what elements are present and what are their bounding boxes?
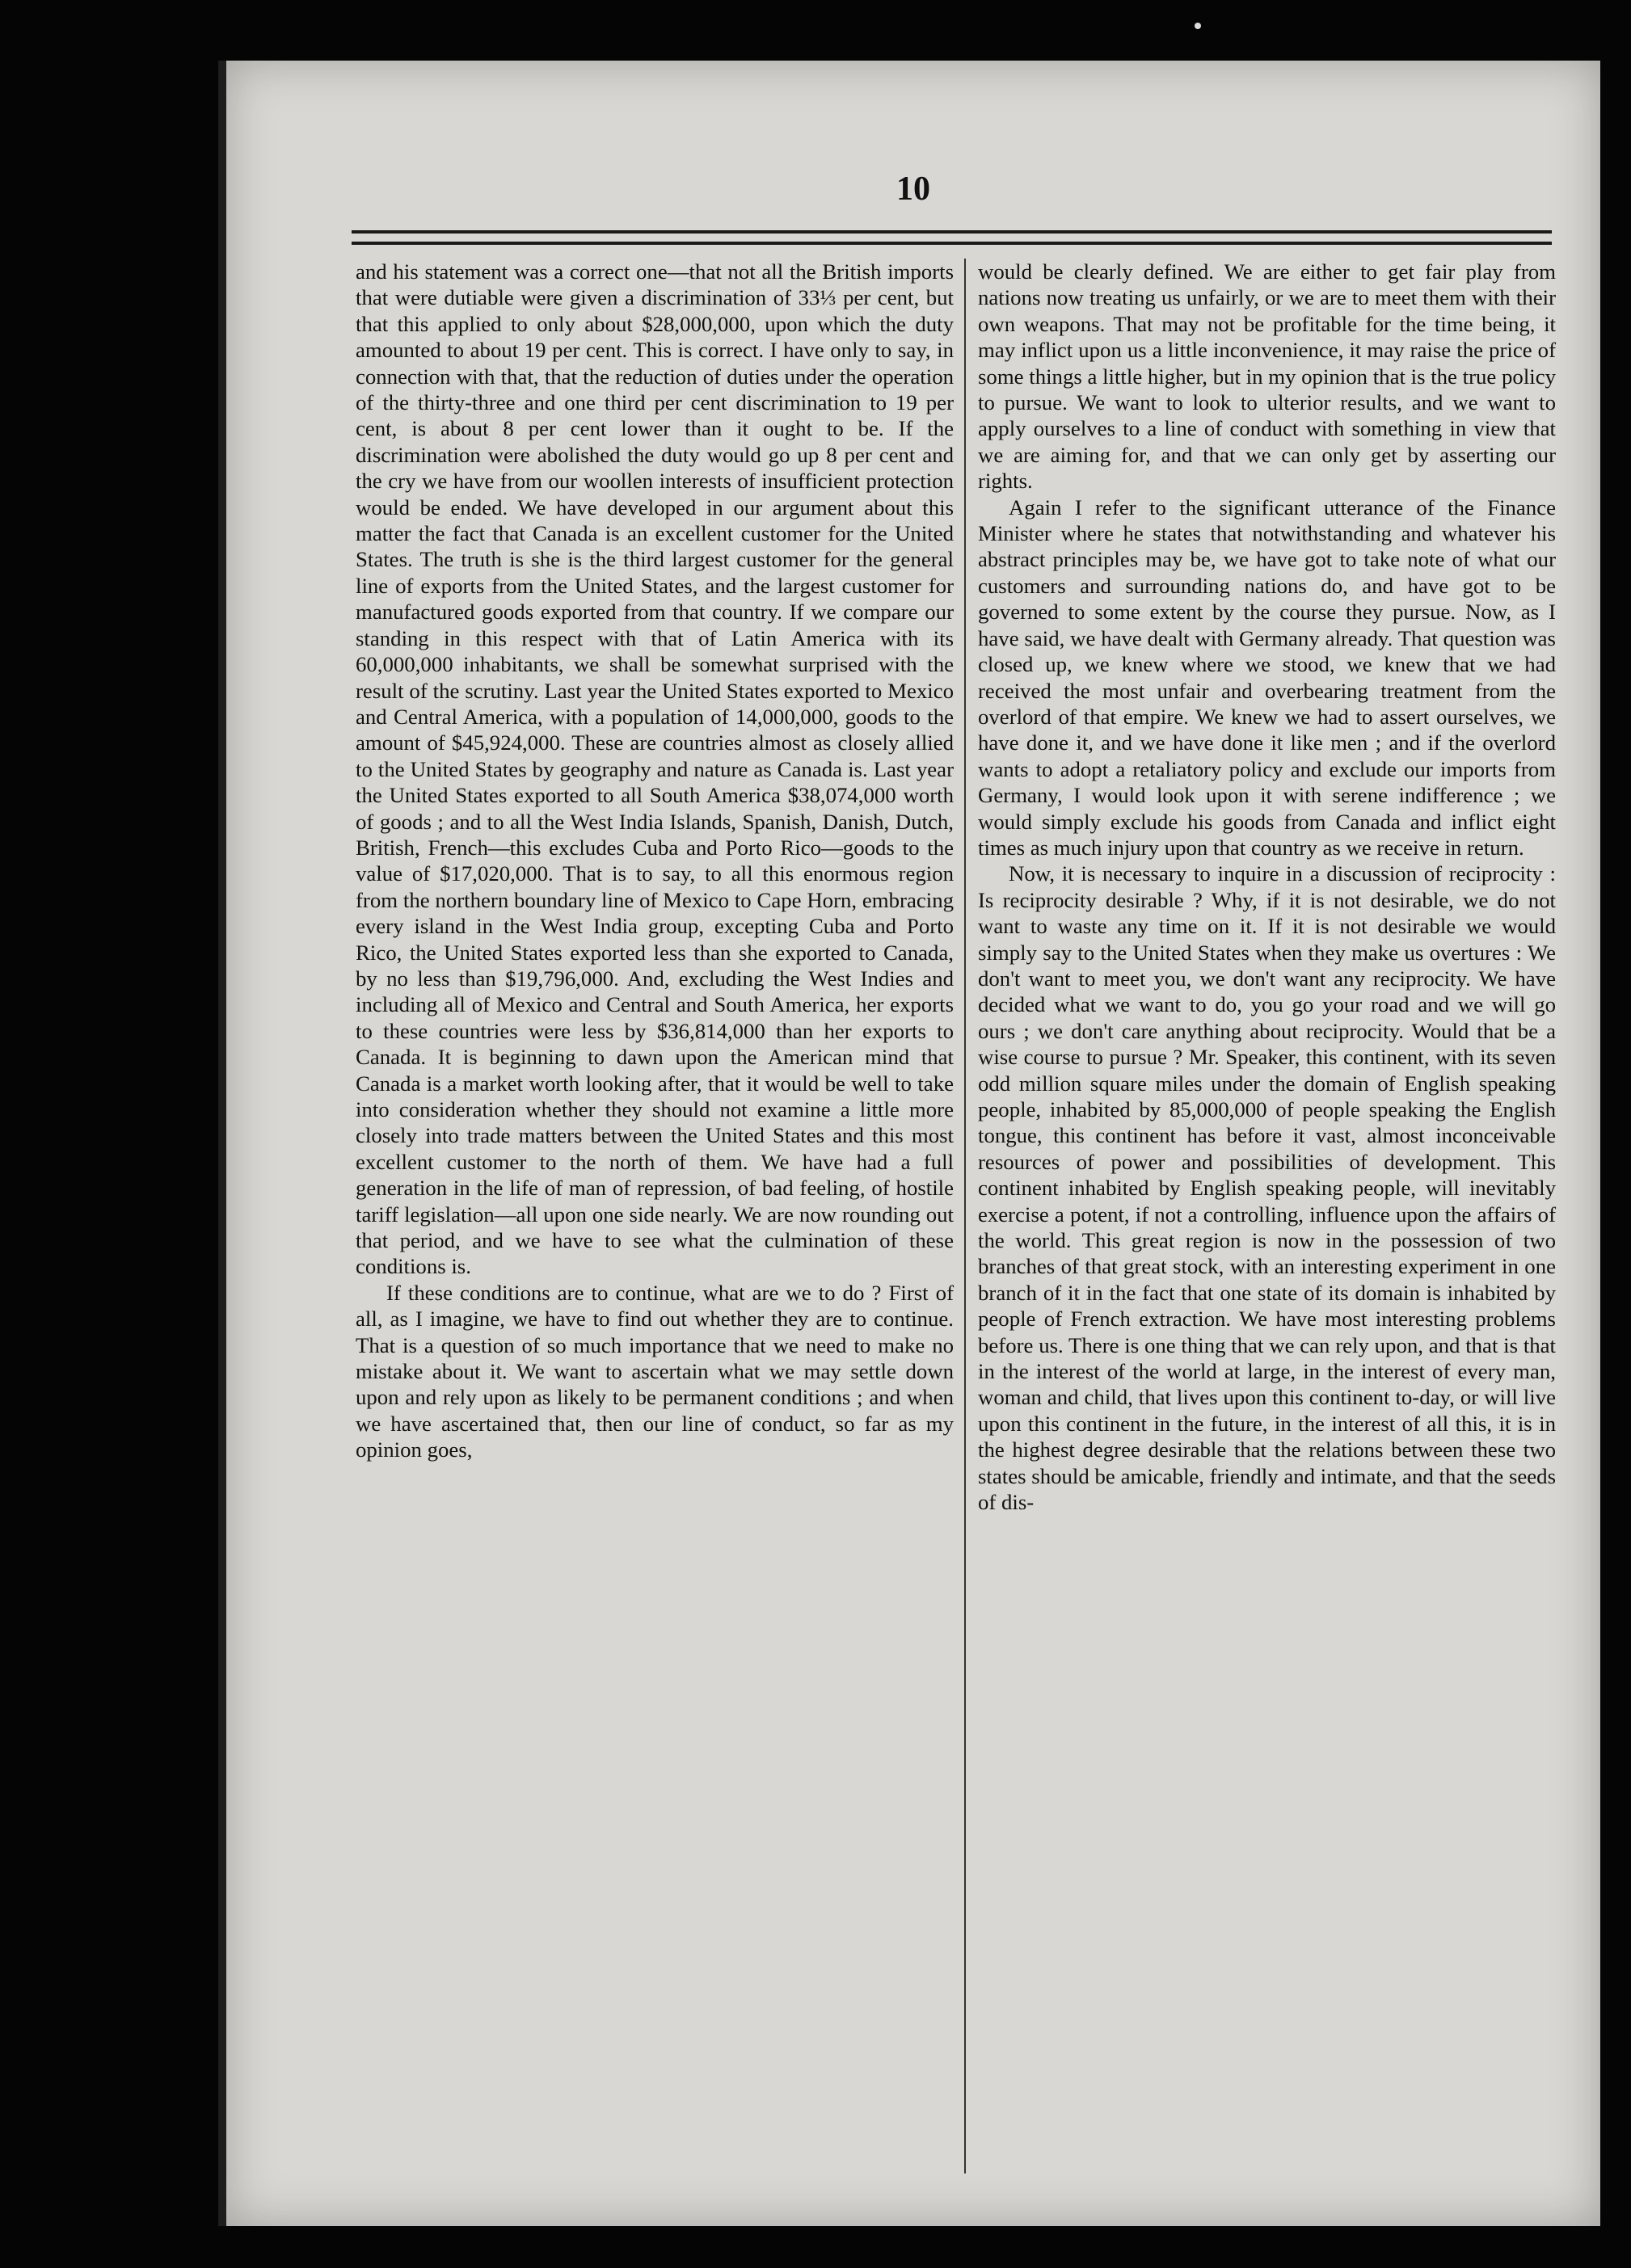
right-paragraph-1: would be clearly defined. We are either to get fair play from nations now treating us unfairly, or we are to meet them with their own weapons. That may not be profitable for the time being, it may inflict upon us a little inconvenience, it may raise the price of some things a little higher, but in my opinion that is the true policy to pursue. We want to look to ulterior results, and we want to apply ourselves to a line of conduct with something in view that we are aiming for, and that we can only get by asserting our rights. <box>978 259 1556 494</box>
left-column <box>356 259 954 2182</box>
header-rule-bottom <box>352 242 1552 245</box>
right-paragraph-3: Now, it is necessary to inquire in a discussion of reciprocity : Is reciprocity desirable ? Why, if it is not desirable, we do not want to waste any time on it. If it is not desirable we would simply say to the United States when they make us overtures : We don't want to meet you, we don't want any reciprocity. We have decided what we want to do, you go your road and we will go ours ; we don't care anything about reciprocity. Would that be a wise course to pursue ? Mr. Speaker, this continent, with its seven odd million square miles under the domain of English speaking people, inhabited by 85,000,000 of people speaking the English tongue, this continent has before it vast, almost inconceivable resources of power and possibilities of development. This continent inhabited by English speaking people, will inevitably exercise a potent, if not a controlling, influence upon the affairs of the world. This great region is now in the possession of two branches of that great stock, with an interesting experiment in one branch of it in the fact that one state of its domain is inhabited by people of French extraction. We have most interesting problems before us. There is one thing that we can rely upon, and that is that in the interest of the world at large, in the interest of every man, woman and child, that lives upon this continent to-day, or will live upon this continent in the future, in the interest of all this, it is in the highest degree desirable that the relations between these two states should be amicable, friendly and intimate, and that the seeds of dis- <box>978 861 1556 1515</box>
scan-speck <box>1195 23 1201 29</box>
column-divider <box>964 259 966 2173</box>
left-paragraph-2: If these conditions are to continue, what are we to do ? First of all, as I imagine, we have to find out whether they are to continue. That is a question of so much importance that we need to make no mistake about it. We want to ascertain what we may settle down upon and rely upon as likely to be permanent conditions ; and when we have ascertained that, then our line of conduct, so far as my opinion goes, <box>356 1280 954 1462</box>
left-paragraph-1: and his statement was a correct one—that not all the British imports that were dutiable were given a discrimination of 33⅓ per cent, but that this applied to only about $28,000,000, upon which the duty amounted to about 19 per cent. This is correct. I have only to say, in connection with that, that the reduction of duties under the operation of the thirty-three and one third per cent discrimination to 19 per cent, is about 8 per cent lower than it ought to be. If the discrimination were abolished the duty would go up 8 per cent and the cry we have from our woollen interests of insufficient protection would be ended. We have developed in our argument about this matter the fact that Canada is an excellent customer for the United States. The truth is she is the third largest customer for the general line of exports from the United States, and the largest customer for manufactured goods exported from that country. If we compare our standing in this respect with that of Latin America with its 60,000,000 inhabitants, we shall be somewhat surprised with the result of the scrutiny. Last year the United States exported to Mexico and Central America, with a population of 14,000,000, goods to the amount of $45,924,000. These are countries almost as closely allied to the United States by geography and nature as Canada is. Last year the United States exported to all South America $38,074,000 worth of goods ; and to all the West India Islands, Spanish, Danish, Dutch, British, French—this excludes Cuba and Porto Rico—goods to the value of $17,020,000. That is to say, to all this enormous region from the northern boundary line of Mexico to Cape Horn, embracing every island in the West India group, excepting Cuba and Porto Rico, the United States exported less than she exported to Canada, by no less than $19,796,000. And, excluding the West Indies and including all of Mexico and Central and South America, her exports to these countries were less by $36,814,000 than her exports to Canada. It is beginning to dawn upon the American mind that Canada is a market worth looking after, that it would be well to take into consideration whether they should not examine a little more closely into trade matters between the United States and this most excellent customer to the north of them. We have had a full generation in the life of man of repression, of bad feeling, of hostile tariff legislation—all upon one side nearly. We are now rounding out that period, and we have to see what the culmination of these conditions is. <box>356 259 954 1279</box>
right-column <box>978 259 1556 2182</box>
header-rule-top <box>352 230 1552 234</box>
right-paragraph-2: Again I refer to the significant utterance of the Finance Minister where he states that notwithstanding and whatever his abstract principles may be, we have got to take note of what our customers and surrounding nations do, and have got to be governed to some extent by the course they pursue. Now, as I have said, we have dealt with Germany already. That question was closed up, we knew where we stood, we knew that we had received the most unfair and overbearing treatment from the overlord of that empire. We knew we had to assert ourselves, we have done it, and we have done it like men ; and if the overlord wants to adopt a retaliatory policy and exclude our imports from Germany, I would look upon it with serene indifference ; we would simply exclude his goods from Canada and inflict eight times as much injury upon that country as we receive in return. <box>978 494 1556 860</box>
book-page <box>218 61 1600 2226</box>
page-number: 10 <box>896 170 930 208</box>
